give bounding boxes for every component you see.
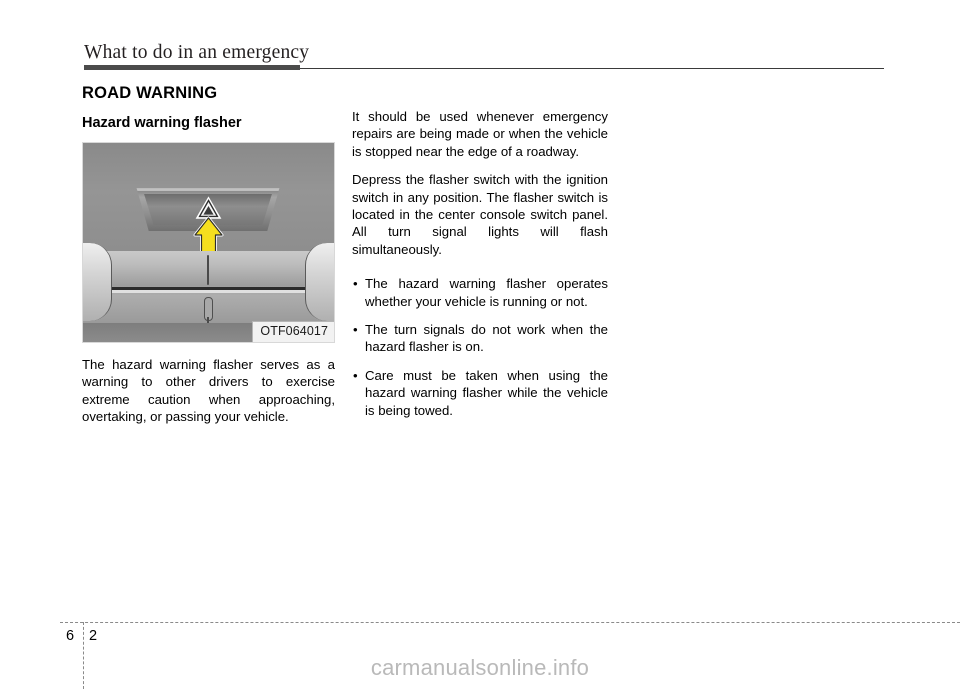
console-pod-right [305,243,335,321]
notes-bullet-list [352,275,608,419]
left-column-paragraph: The hazard warning flasher serves as a warning to other drivers to exercise extreme caution when approaching, overtaking, or passing your vehicle. [82,357,335,425]
list-item [352,367,608,419]
running-header-title: What to do in an emergency [84,42,310,63]
site-watermark: carmanualsonline.info [370,655,590,680]
console-seam-top [207,255,209,285]
bullet-marker-icon: • [353,367,358,383]
section-title: ROAD WARNING [82,84,218,102]
right-column-paragraph-2: Depress the flasher switch with the ignition switch in any position. The flasher switch is located in the center console switch panel. All turn signal lights will flash simultaneously. [352,172,608,257]
list-item [352,321,608,356]
list-item-text: Care must be taken when using the hazard warning flasher while the vehicle is being towed. [365,367,608,418]
bullet-marker-icon: • [353,276,358,292]
chapter-number: 6 [66,628,75,644]
list-item [352,275,608,310]
bullet-list-wrapper [352,275,608,419]
sub-section-title: Hazard warning flasher [82,115,242,131]
console-pod-left [82,243,112,321]
list-item-text: The hazard warning flasher operates whether your vehicle is running or not. [365,276,608,309]
bullet-marker-icon: • [353,322,358,338]
center-console-band [83,251,334,323]
console-divider-light [83,290,334,293]
page-number: 2 [89,628,98,644]
right-column-paragraph-1: It should be used whenever emergency repairs are being made or when the vehicle is stopped near the edge of a roadway. [352,109,608,159]
dashboard-illustration [82,142,335,343]
figure-code-label: OTF064017 [252,321,334,342]
list-item-text: The turn signals do not work when the hazard flasher is on. [365,322,608,355]
bezel-highlight [136,189,280,191]
right-column [352,108,608,419]
left-column [82,84,335,426]
